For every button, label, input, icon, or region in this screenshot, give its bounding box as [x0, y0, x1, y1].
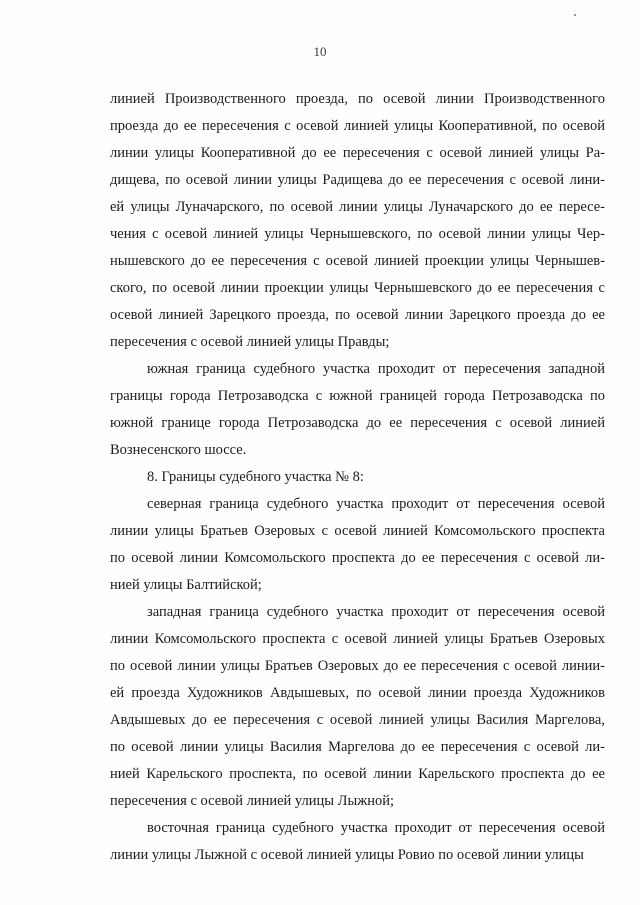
text-line: западная граница судебного участка проходит от пересечения осевой [147, 604, 605, 620]
page-number: 10 [313, 44, 327, 59]
text-line: по осевой линии улицы Братьев Озеровых до ее пересечения с осевой линии- [110, 658, 605, 674]
text-line: по осевой линии улицы Василия Маргелова до ее пересечения с осевой ли- [110, 739, 605, 755]
text-line: южная граница судебного участка проходит от пересечения западной [147, 361, 605, 377]
text-line: южной границе города Петрозаводска до ее пересечения с осевой линией [110, 415, 605, 431]
scan-speck [574, 14, 576, 16]
text-line: ей улицы Луначарского, по осевой линии улицы Луначарского до ее пересе- [110, 199, 605, 215]
text-line: пересечения с осевой линией улицы Правды; [110, 334, 390, 350]
text-line: нией Карельского проспекта, по осевой линии Карельского проспекта до ее [110, 766, 605, 782]
text-line: пересечения с осевой линией улицы Лыжной; [110, 793, 395, 809]
text-line: линии улицы Лыжной с осевой линией улицы Ровио по осевой линии улицы [110, 847, 584, 863]
text-line: Вознесенского шоссе. [110, 442, 247, 458]
text-line: границы города Петрозаводска с южной границей города Петрозаводска по [110, 388, 605, 404]
paragraph [110, 356, 605, 464]
paragraph [110, 491, 605, 599]
body-text [110, 86, 605, 869]
text-line: линией Производственного проезда, по осевой линии Производственного [110, 91, 605, 107]
text-line: осевой линией Зарецкого проезда, по осевой линии Зарецкого проезда до ее [110, 307, 605, 323]
text-line: дищева, по осевой линии улицы Радищева до ее пересечения с осевой лини- [110, 172, 605, 188]
text-line: проезда до ее пересечения с осевой линией улицы Кооперативной, по осевой [110, 118, 605, 134]
text-line: 8. Границы судебного участка № 8: [147, 469, 364, 485]
text-line: нией улицы Балтийской; [110, 577, 262, 593]
text-line: линии Комсомольского проспекта с осевой линией улицы Братьев Озеровых [110, 631, 605, 647]
paragraph [110, 599, 605, 815]
text-line: северная граница судебного участка проходит от пересечения осевой [147, 496, 605, 512]
paragraph [110, 86, 605, 356]
text-line: линии улицы Кооперативной до ее пересечения с осевой линией улицы Ра- [110, 145, 605, 161]
text-line: нышевского до ее пересечения с осевой линией проекции улицы Чернышев- [110, 253, 605, 269]
text-line: чения с осевой линией улицы Чернышевского, по осевой линии улицы Чер- [110, 226, 605, 242]
text-line: по осевой линии Комсомольского проспекта до ее пересечения с осевой ли- [110, 550, 605, 566]
text-line: ей проезда Художников Авдышевых, по осевой линии проезда Художников [110, 685, 605, 701]
text-line: линии улицы Братьев Озеровых с осевой линией Комсомольского проспекта [110, 523, 605, 539]
paragraph [110, 815, 605, 869]
text-line: ского, по осевой линии проекции улицы Чернышевского до ее пересечения с [110, 280, 605, 296]
text-line: восточная граница судебного участка проходит от пересечения осевой [147, 820, 605, 836]
paragraph [110, 464, 605, 491]
text-line: Авдышевых до ее пересечения с осевой линией улицы Василия Маргелова, [110, 712, 605, 728]
